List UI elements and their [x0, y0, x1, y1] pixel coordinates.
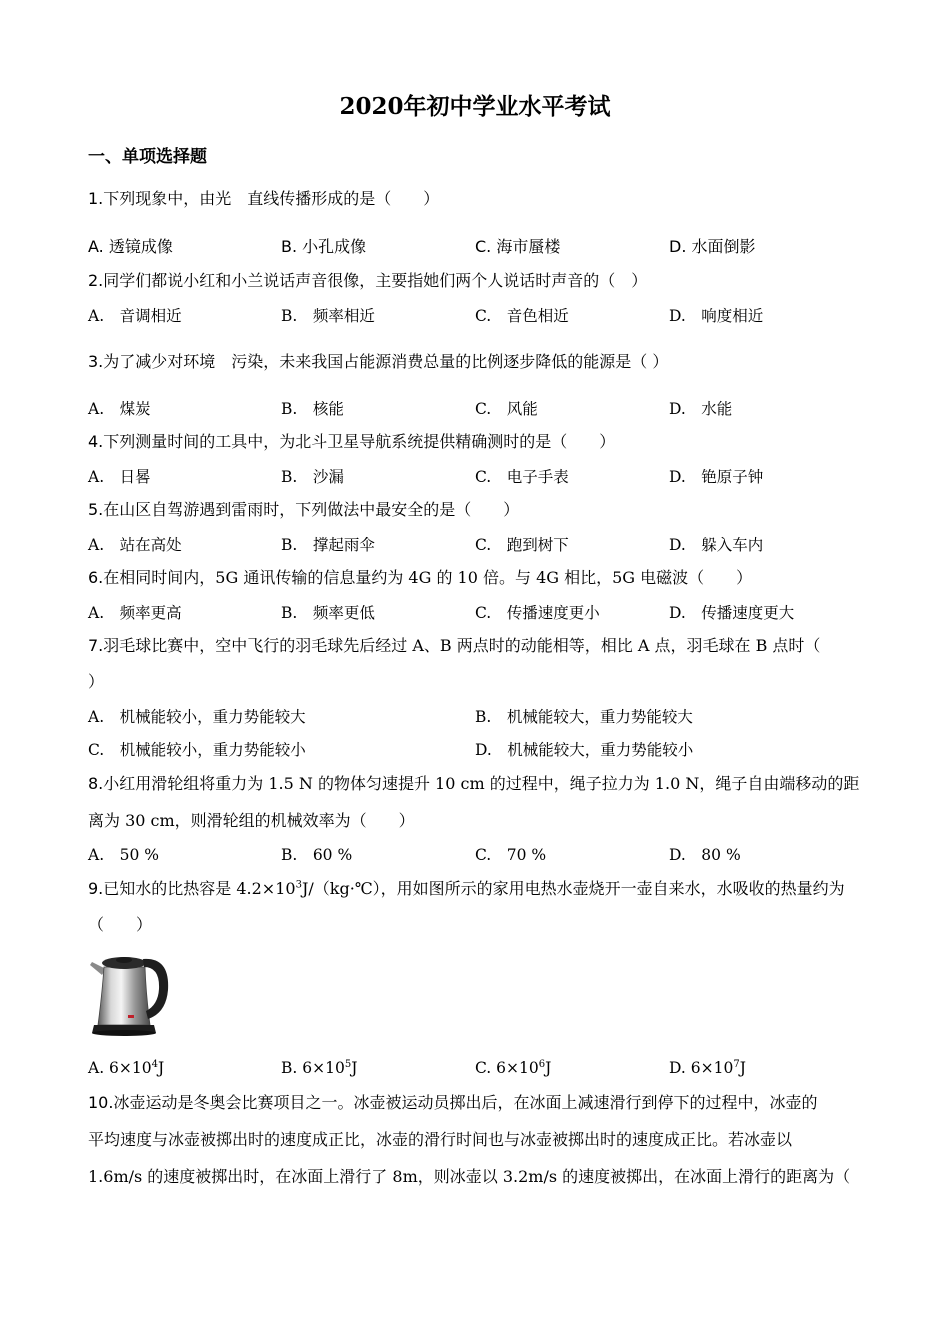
q5-option-a: A. 站在高处: [88, 536, 182, 554]
q1-option-c: C. 海市蜃楼: [475, 237, 561, 256]
q5-option-d: D. 躲入车内: [669, 536, 764, 554]
section-heading: 一、单项选择题: [88, 147, 207, 167]
exponent: 3: [295, 879, 302, 891]
question-9: [88, 879, 868, 899]
q1-option-a: A. 透镜成像: [88, 237, 173, 256]
q6-option-b: B. 频率更低: [281, 604, 375, 622]
q3-option-b: B. 核能: [281, 400, 344, 418]
q1-option-d: D. 水面倒影: [669, 237, 756, 256]
q4-option-c: C. 电子手表: [475, 468, 569, 486]
question-number: 10.: [88, 1093, 114, 1112]
question-number: 1.: [88, 189, 104, 208]
page-title: 2020年初中学业水平考试: [339, 93, 611, 120]
q5-option-b: B. 撑起雨伞: [281, 536, 375, 554]
question-9-continued: （ ）: [88, 915, 153, 934]
q5-option-c: C. 跑到树下: [475, 536, 569, 554]
question-text: 小红用滑轮组将重力为 1.5 N 的物体匀速提升 10 cm 的过程中，绳子拉力为 1.0 N，绳子自由端移动的距: [103, 774, 860, 793]
question-10-line-3: 1.6m/s 的速度被掷出时，在冰面上滑行了 8m，则冰壶以 3.2m/s 的速度被掷出，在冰面上滑行的距离为（: [88, 1167, 851, 1186]
question-number: 6.: [88, 568, 104, 587]
question-text: 下列现象中，由光 直线传播形成的是（ ）: [103, 189, 440, 208]
question-number: 8.: [88, 774, 104, 793]
question-6: [88, 568, 868, 588]
q8-option-b: B. 60 %: [281, 846, 353, 864]
question-text: 羽毛球比赛中，空中飞行的羽毛球先后经过 A、B 两点时的动能相等，相比 A 点，羽毛球在 B 点时（: [103, 636, 821, 655]
electric-kettle-image: [88, 945, 173, 1040]
q6-option-c: C. 传播速度更小: [475, 604, 600, 622]
q9-option-d: D. $6\times 10^7J$: [669, 1058, 746, 1077]
q9-option-a: A. $6\times 10^4J$: [88, 1058, 165, 1077]
question-10-line-2: 平均速度与冰壶被掷出时的速度成正比，冰壶的滑行时间也与冰壶被掷出时的速度成正比。若冰壶以: [88, 1130, 793, 1149]
question-8-continued: 离为 30 cm，则滑轮组的机械效率为（ ）: [88, 811, 415, 830]
q2-option-c: C. 音色相近: [475, 307, 569, 325]
question-2: [88, 271, 868, 291]
question-text: 已知水的比热容是 4.2×10: [103, 879, 296, 898]
question-10: [88, 1093, 868, 1113]
q2-option-b: B. 频率相近: [281, 307, 375, 325]
question-text: 为了减少对环境 污染，未来我国占能源消费总量的比例逐步降低的能源是（ ）: [103, 352, 669, 371]
question-number: 5.: [88, 500, 104, 519]
question-8: [88, 774, 868, 794]
q9-option-c: C. $6\times 10^6J$: [475, 1058, 552, 1077]
q4-option-b: B. 沙漏: [281, 468, 344, 486]
q8-option-d: D. 80 %: [669, 846, 741, 864]
question-text: 在相同时间内，5G 通讯传输的信息量约为 4G 的 10 倍。与 4G 相比，5G 电磁波（ ）: [103, 568, 753, 587]
q3-option-c: C. 风能: [475, 400, 538, 418]
q7-option-b: B. 机械能较大，重力势能较大: [475, 708, 693, 726]
q2-option-d: D. 响度相近: [669, 307, 764, 325]
q3-option-a: A. 煤炭: [88, 400, 151, 418]
q8-option-c: C. 70 %: [475, 846, 547, 864]
q6-option-d: D. 传播速度更大: [669, 604, 795, 622]
question-number: 9.: [88, 879, 104, 898]
q7-option-d: D. 机械能较大，重力势能较小: [475, 741, 694, 759]
question-4: [88, 432, 868, 452]
q6-option-a: A. 频率更高: [88, 604, 182, 622]
question-number: 2.: [88, 271, 104, 290]
question-text: 在山区自驾游遇到雷雨时，下列做法中最安全的是（ ）: [103, 500, 520, 519]
q1-option-b: B. 小孔成像: [281, 237, 367, 256]
q2-option-a: A. 音调相近: [88, 307, 182, 325]
question-number: 3.: [88, 352, 104, 371]
question-7: [88, 636, 868, 656]
q4-option-d: D. 铯原子钟: [669, 468, 764, 486]
q7-option-c: C. 机械能较小，重力势能较小: [88, 741, 306, 759]
question-3: [88, 352, 868, 372]
question-text: 冰壶运动是冬奥会比赛项目之一。冰壶被运动员掷出后，在冰面上减速滑行到停下的过程中，冰壶的: [113, 1093, 818, 1112]
question-1: [88, 189, 868, 209]
question-text: J/（kg·℃），用如图所示的家用电热水壶烧开一壶自来水，水吸收的热量约为: [301, 879, 845, 898]
q7-option-a: A. 机械能较小，重力势能较大: [88, 708, 306, 726]
question-number: 4.: [88, 432, 104, 451]
question-text: 下列测量时间的工具中，为北斗卫星导航系统提供精确测时的是（ ）: [103, 432, 616, 451]
question-text: 同学们都说小红和小兰说话声音很像，主要指她们两个人说话时声音的（ ）: [103, 271, 648, 290]
q9-option-b: B. $6\times 10^5J$: [281, 1058, 358, 1077]
question-5: [88, 500, 868, 520]
question-7-continued: ）: [88, 672, 105, 691]
q3-option-d: D. 水能: [669, 400, 733, 418]
q4-option-a: A. 日晷: [88, 468, 151, 486]
q8-option-a: A. 50 %: [88, 846, 159, 864]
question-number: 7.: [88, 636, 104, 655]
